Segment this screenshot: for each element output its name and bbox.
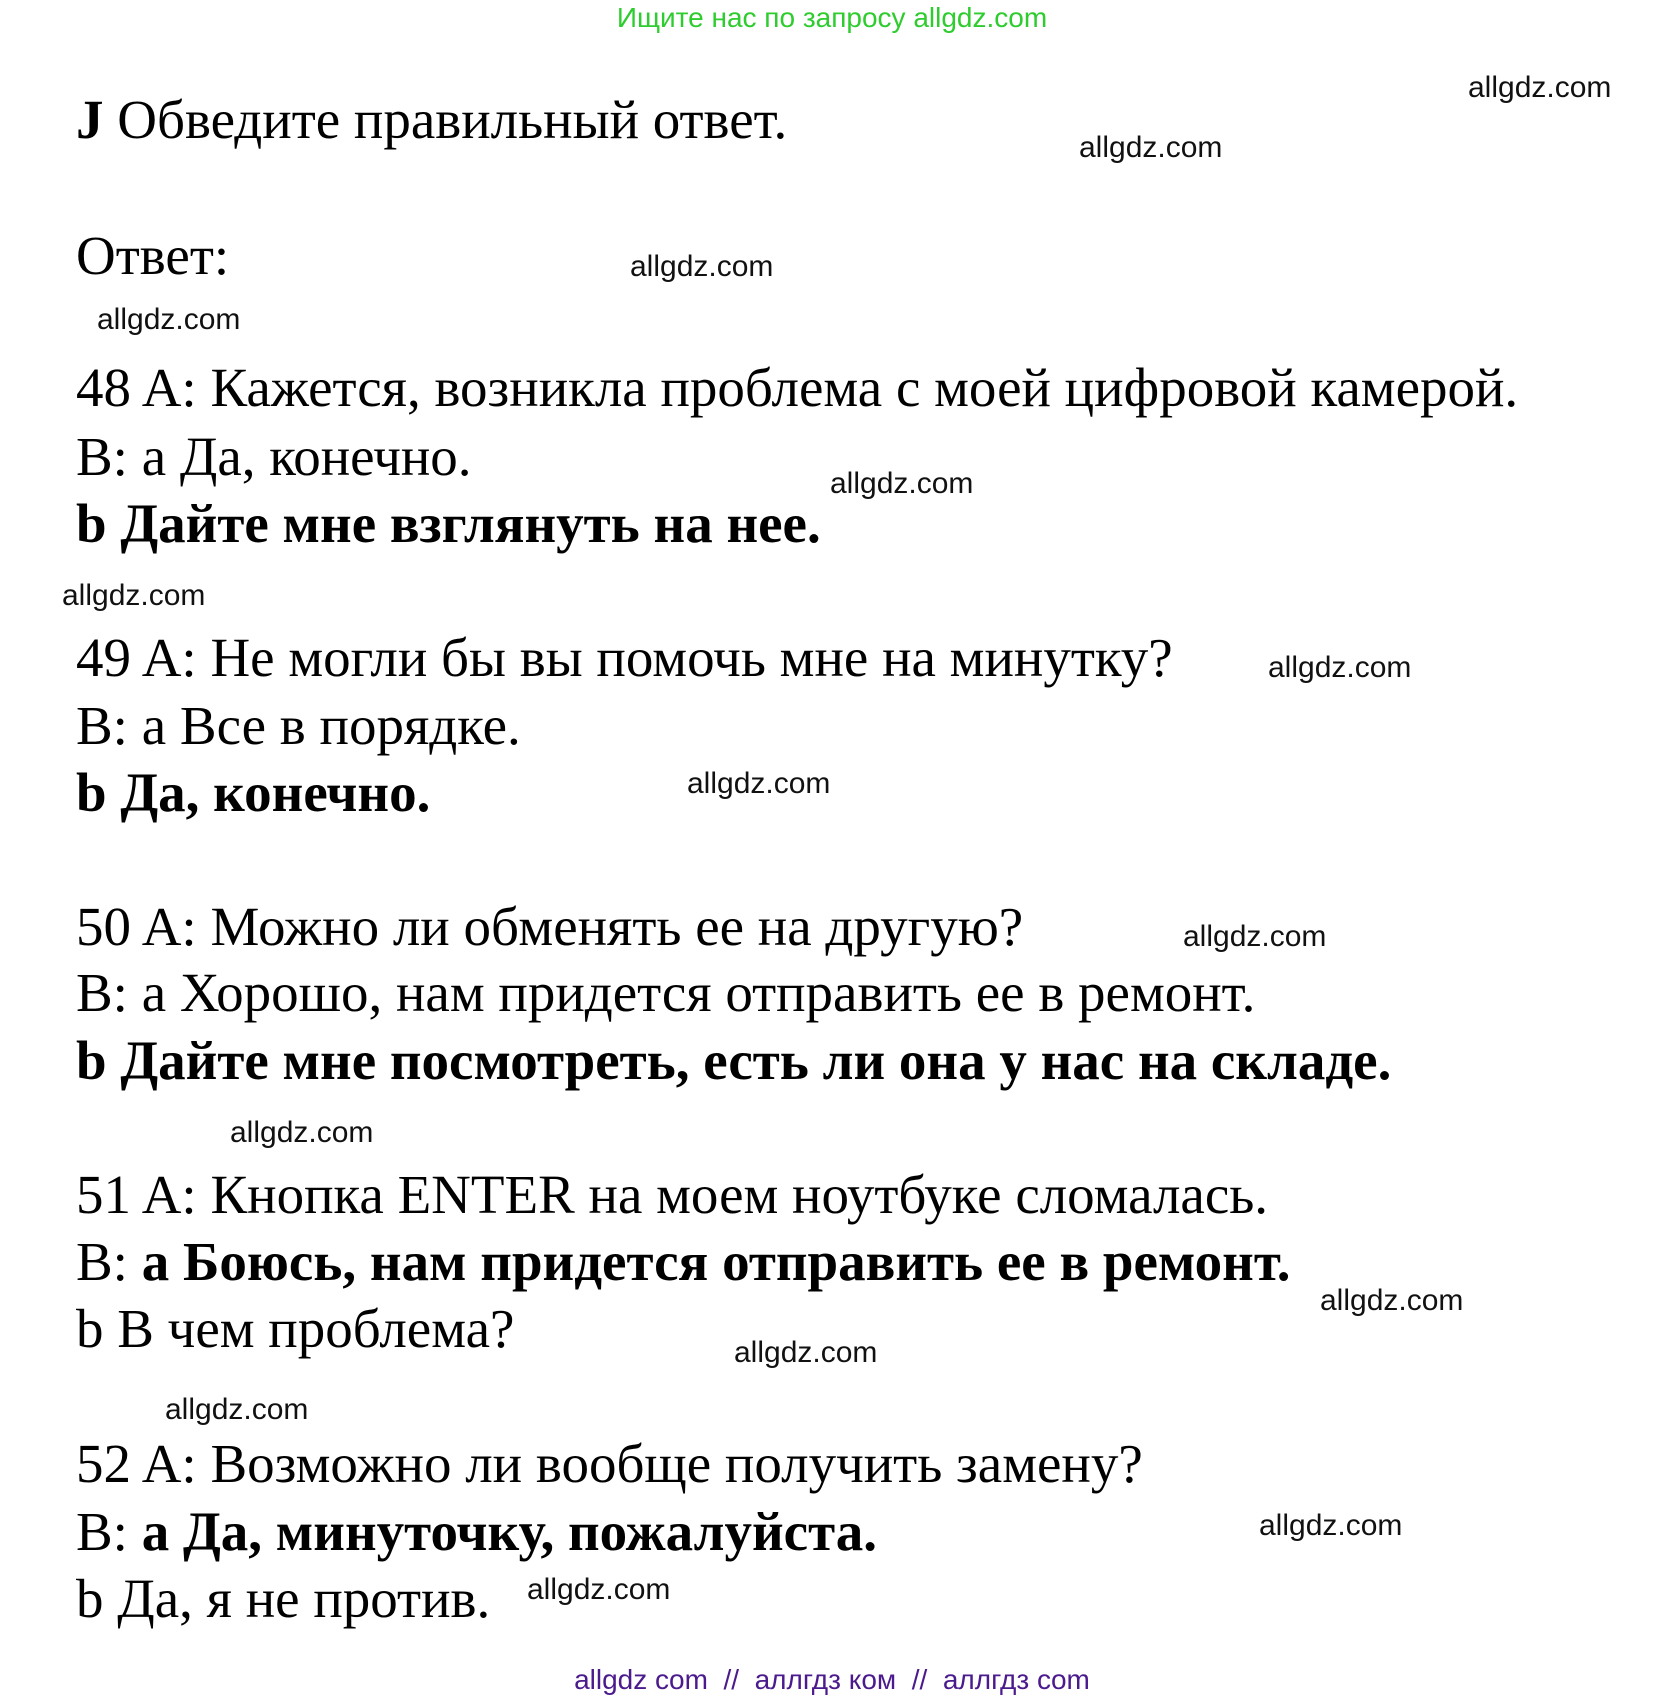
watermark: allgdz.com <box>527 1573 671 1606</box>
speaker-b: B: <box>76 962 142 1023</box>
watermark: allgdz.com <box>230 1116 374 1149</box>
answer-49-a <box>76 696 521 756</box>
watermark: allgdz.com <box>1079 131 1223 164</box>
speaker-b: B: <box>76 1501 142 1562</box>
option-a: a Да, конечно. <box>141 426 472 487</box>
watermark: allgdz.com <box>734 1336 878 1369</box>
option-a: a Да, минуточку, пожалуйста. <box>141 1501 878 1562</box>
task-title-text: Обведите правильный ответ. <box>117 89 788 150</box>
question-48: 48 A: Кажется, возникла проблема с моей цифровой камерой. <box>76 357 1519 418</box>
answer-48-a <box>76 427 472 487</box>
watermark: allgdz.com <box>1468 71 1612 104</box>
task-title <box>76 90 787 150</box>
answer-52-b: b Да, я не против. <box>76 1568 491 1629</box>
answer-50-b-correct: b Дайте мне посмотреть, есть ли она у нас на складе. <box>76 1030 1392 1091</box>
watermark: allgdz.com <box>630 250 774 283</box>
footer-links: allgdz com // аллгдз ком // аллгдз com <box>574 1664 1090 1695</box>
option-a: a Боюсь, нам придется отправить ее в ремонт. <box>141 1231 1291 1292</box>
answer-49-b-correct: b Да, конечно. <box>76 762 431 823</box>
option-a: a Все в порядке. <box>141 695 521 756</box>
answer-51-b: b В чем проблема? <box>76 1298 515 1359</box>
watermark: allgdz.com <box>97 303 241 336</box>
answer-52-a-correct <box>76 1502 877 1562</box>
watermark: allgdz.com <box>1320 1284 1464 1317</box>
watermark: allgdz.com <box>830 467 974 500</box>
task-letter: J <box>76 89 104 150</box>
search-banner: Ищите нас по запросу allgdz.com <box>616 2 1048 33</box>
answer-51-a-correct <box>76 1232 1290 1292</box>
question-50: 50 A: Можно ли обменять ее на другую? <box>76 896 1024 957</box>
watermark: allgdz.com <box>1268 651 1412 684</box>
watermark: allgdz.com <box>1183 920 1327 953</box>
question-49: 49 A: Не могли бы вы помочь мне на минутку? <box>76 627 1173 688</box>
watermark: allgdz.com <box>165 1393 309 1426</box>
answer-48-b-correct: b Дайте мне взглянуть на нее. <box>76 493 821 554</box>
speaker-b: B: <box>76 426 142 487</box>
speaker-b: B: <box>76 1231 142 1292</box>
question-51: 51 A: Кнопка ENTER на моем ноутбуке сломалась. <box>76 1164 1269 1225</box>
speaker-b: B: <box>76 695 142 756</box>
answer-50-a <box>76 963 1255 1023</box>
question-52: 52 A: Возможно ли вообще получить замену? <box>76 1433 1143 1494</box>
watermark: allgdz.com <box>687 767 831 800</box>
option-a: a Хорошо, нам придется отправить ее в ремонт. <box>141 962 1256 1023</box>
watermark: allgdz.com <box>62 579 206 612</box>
watermark: allgdz.com <box>1259 1509 1403 1542</box>
answer-label: Ответ: <box>76 225 230 286</box>
